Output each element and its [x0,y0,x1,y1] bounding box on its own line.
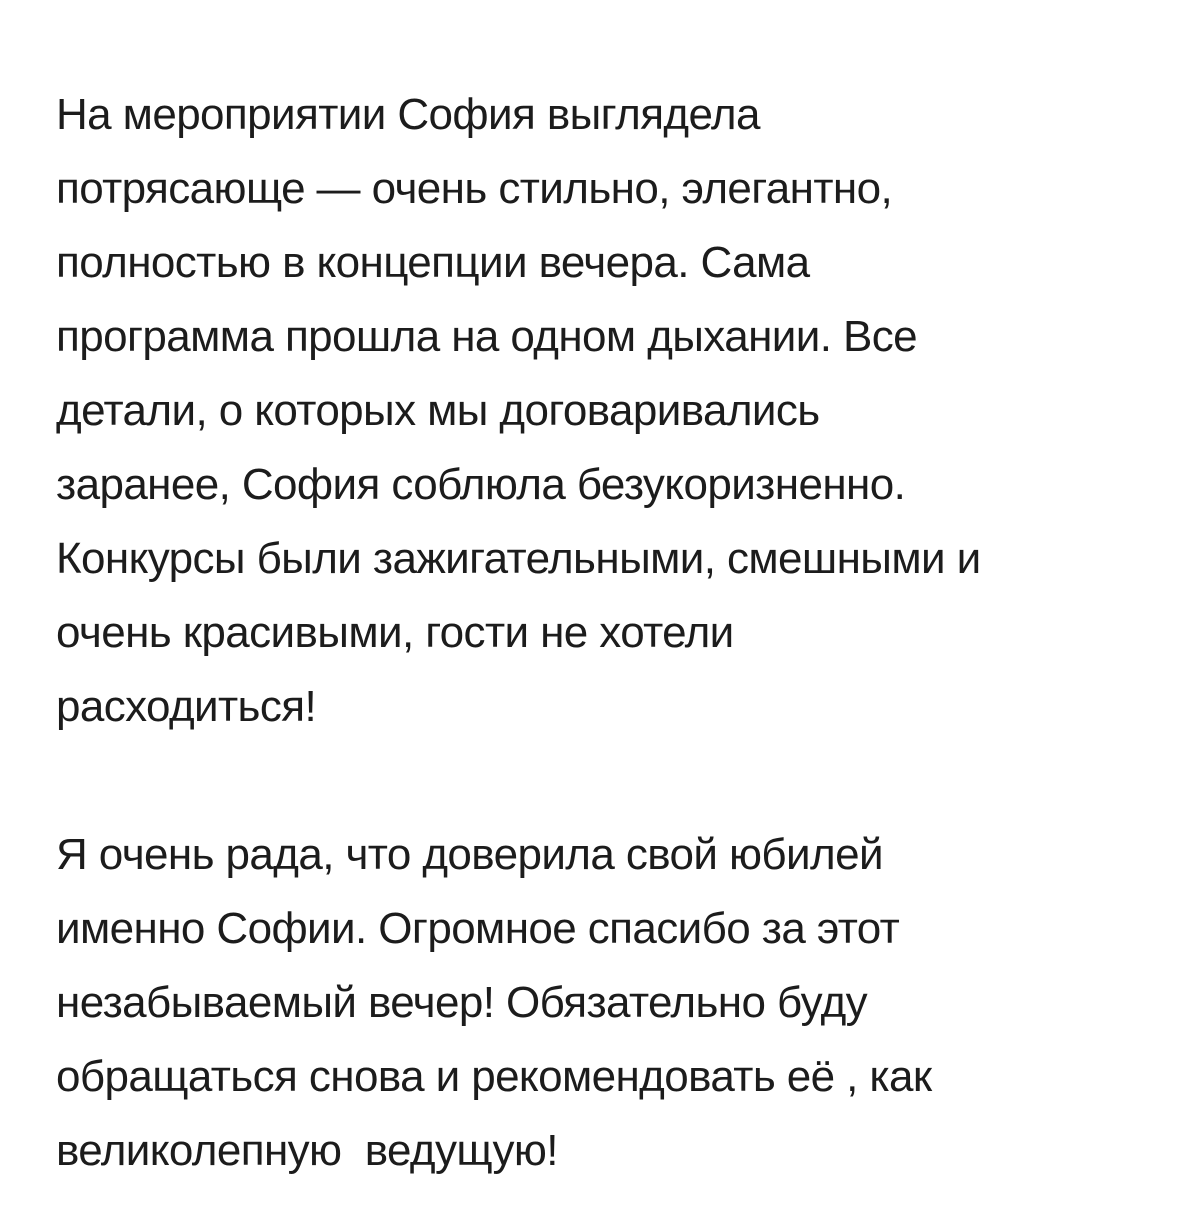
text-line: детали, о которых мы договаривались [56,386,820,435]
text-line: именно Софии. Огромное спасибо за этот [56,904,900,953]
text-line: На мероприятии София выглядела [56,90,760,139]
text-line: полностью в концепции вечера. Сама [56,238,810,287]
text-line: Конкурсы были зажигательными, смешными и [56,534,981,583]
text-line: заранее, София соблюла безукоризненно. [56,460,906,509]
review-paragraph-2 [56,818,1166,1188]
text-line: обращаться снова и рекомендовать её , как [56,1052,932,1101]
review-paragraph-1 [56,78,1166,744]
paragraph-gap [56,744,1166,818]
text-line: расходиться! [56,682,317,731]
review-text [56,78,1166,1188]
text-line: Я очень рада, что доверила свой юбилей [56,830,883,879]
text-line: очень красивыми, гости не хотели [56,608,734,657]
text-line: программа прошла на одном дыхании. Все [56,312,918,361]
text-line: потрясающе — очень стильно, элегантно, [56,164,893,213]
text-line: великолепную ведущую! [56,1126,558,1175]
text-line: незабываемый вечер! Обязательно буду [56,978,868,1027]
